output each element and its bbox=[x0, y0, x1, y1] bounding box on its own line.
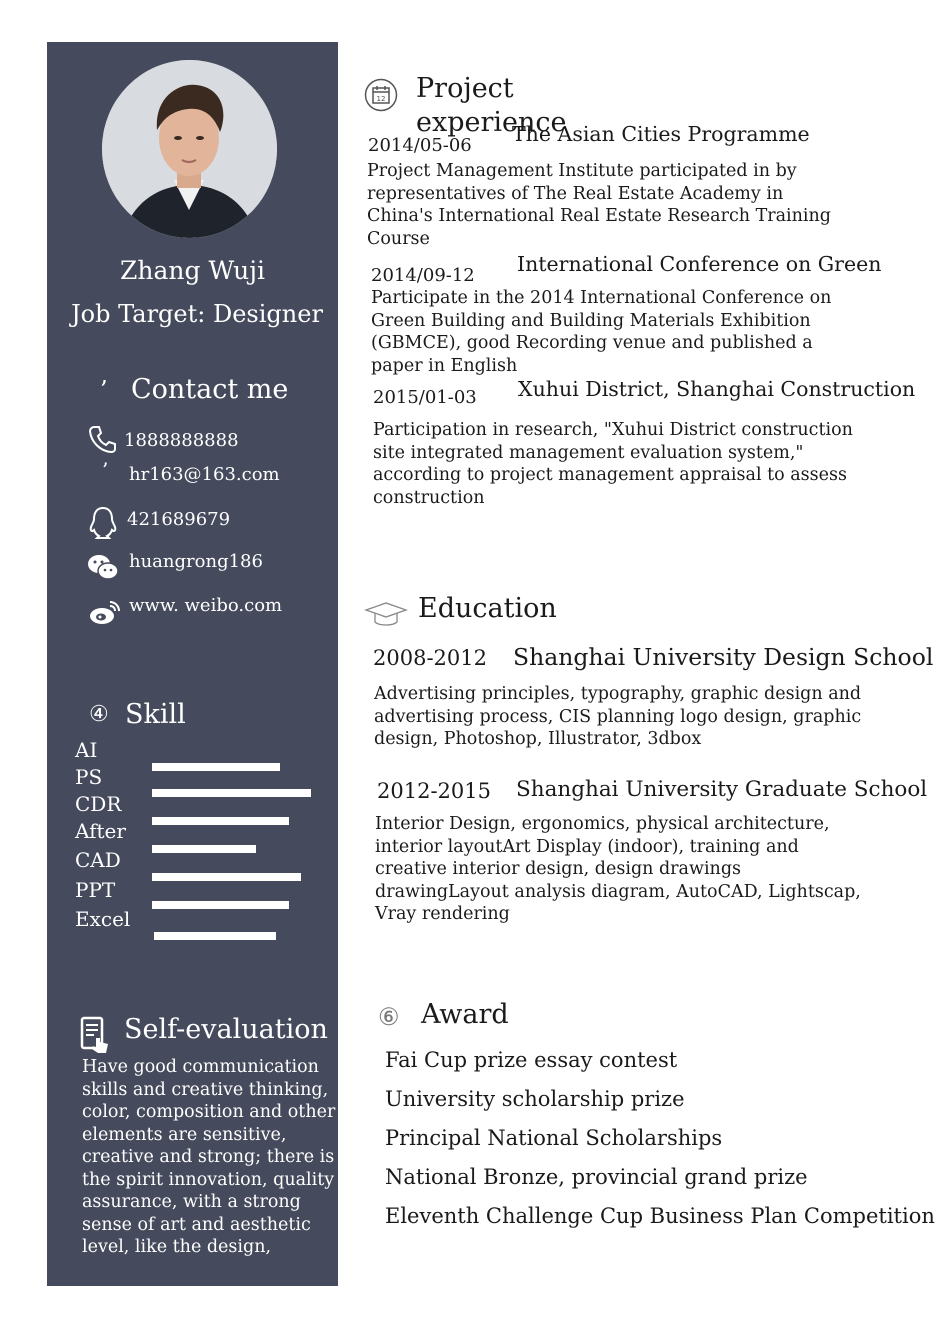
qq-number: 421689679 bbox=[127, 509, 231, 530]
calendar-icon bbox=[364, 78, 398, 112]
self-eval-title: Self-evaluation bbox=[124, 1014, 328, 1045]
project-desc-2: Participate in the 2014 International Conference on Green Building and Building Materials Exhibition (GBMCE), good Recording venue and published a paper in English bbox=[371, 288, 832, 376]
wechat-id: huangrong186 bbox=[129, 551, 263, 572]
profile-name: Zhang Wuji bbox=[120, 256, 265, 285]
skill-bar-ps bbox=[152, 789, 311, 797]
edu-desc-1: Advertising principles, typography, graphic design and advertising process, CIS planning logo design, graphic design, Photoshop, Illustrator, 3dbox bbox=[374, 684, 862, 749]
skill-marker: ④ bbox=[89, 702, 109, 727]
weibo-icon bbox=[88, 598, 122, 626]
skill-bar-cad bbox=[152, 873, 301, 881]
skill-label-ai: AI bbox=[75, 738, 98, 762]
skill-bar-cdr bbox=[152, 817, 289, 825]
project-title: Project experience bbox=[416, 73, 567, 138]
email-address: hr163@163.com bbox=[129, 464, 280, 485]
project-name-3: Xuhui District, Shanghai Construction bbox=[518, 377, 916, 401]
phone-number: 1888888888 bbox=[124, 430, 239, 451]
contact-bullet: ’ bbox=[100, 376, 108, 404]
project-name-1: The Asian Cities Programme bbox=[512, 122, 810, 146]
skill-label-cad: CAD bbox=[75, 848, 121, 872]
edu-years-1: 2008-2012 bbox=[373, 646, 487, 670]
award-item-2: University scholarship prize bbox=[385, 1087, 685, 1111]
project-desc-1: Project Management Institute participated in by representatives of The Real Estate Academy in China's International Real Estate Research Training Course bbox=[367, 161, 831, 249]
svg-text:12: 12 bbox=[376, 95, 386, 103]
project-date-2: 2014/09-12 bbox=[371, 265, 475, 286]
qq-icon bbox=[87, 505, 119, 541]
skill-label-ppt: PPT bbox=[75, 878, 116, 902]
wechat-icon bbox=[87, 553, 119, 583]
education-title: Education bbox=[418, 593, 557, 624]
edu-desc-2: Interior Design, ergonomics, physical architecture, interior layoutArt Display (indoor), training and creative interior design, design drawings drawingLayout analysis diagram, AutoCAD, Lightscap, Vray rendering bbox=[375, 814, 861, 924]
project-name-2: International Conference on Green bbox=[517, 252, 882, 276]
edu-school-2: Shanghai University Graduate School bbox=[516, 777, 928, 802]
award-item-5: Eleventh Challenge Cup Business Plan Competition bbox=[385, 1204, 935, 1228]
project-date-1: 2014/05-06 bbox=[368, 135, 472, 156]
award-title: Award bbox=[421, 999, 509, 1030]
award-item-1: Fai Cup prize essay contest bbox=[385, 1048, 678, 1072]
project-date-3: 2015/01-03 bbox=[373, 387, 477, 408]
self-eval-text: Have good communication skills and creative thinking, color, composition and other elements are sensitive, creative and strong; there is the spirit innovation, quality assurance, with a strong sense of art and aesthetic level, like the design, bbox=[82, 1057, 336, 1257]
award-item-3: Principal National Scholarships bbox=[385, 1126, 723, 1150]
phone-icon bbox=[88, 424, 118, 454]
contact-title: Contact me bbox=[131, 374, 289, 405]
email-bullet: ’ bbox=[102, 458, 109, 482]
award-item-4: National Bronze, provincial grand prize bbox=[385, 1165, 808, 1189]
skill-bar-after bbox=[152, 845, 256, 853]
skill-label-cdr: CDR bbox=[75, 792, 122, 816]
profile-photo bbox=[102, 60, 277, 238]
skill-title: Skill bbox=[125, 699, 186, 730]
skill-label-ps: PS bbox=[75, 765, 103, 789]
job-target: Job Target: Designer bbox=[71, 300, 323, 328]
skill-bar-ai bbox=[152, 763, 280, 771]
weibo-url: www. weibo.com bbox=[129, 595, 283, 616]
skill-bar-excel bbox=[154, 932, 276, 940]
skill-bar-ppt bbox=[152, 901, 289, 909]
edu-school-1: Shanghai University Design School bbox=[513, 643, 934, 671]
project-desc-3: Participation in research, "Xuhui District construction site integrated management evaluation system," according to project management appraisal to assess construction bbox=[373, 420, 853, 508]
edu-years-2: 2012-2015 bbox=[377, 779, 491, 803]
skill-label-excel: Excel bbox=[75, 907, 131, 931]
graduation-cap-icon bbox=[364, 600, 408, 630]
award-marker: ⑥ bbox=[378, 1003, 400, 1031]
skill-label-after: After bbox=[75, 819, 126, 843]
phone-hand-icon bbox=[80, 1016, 110, 1054]
